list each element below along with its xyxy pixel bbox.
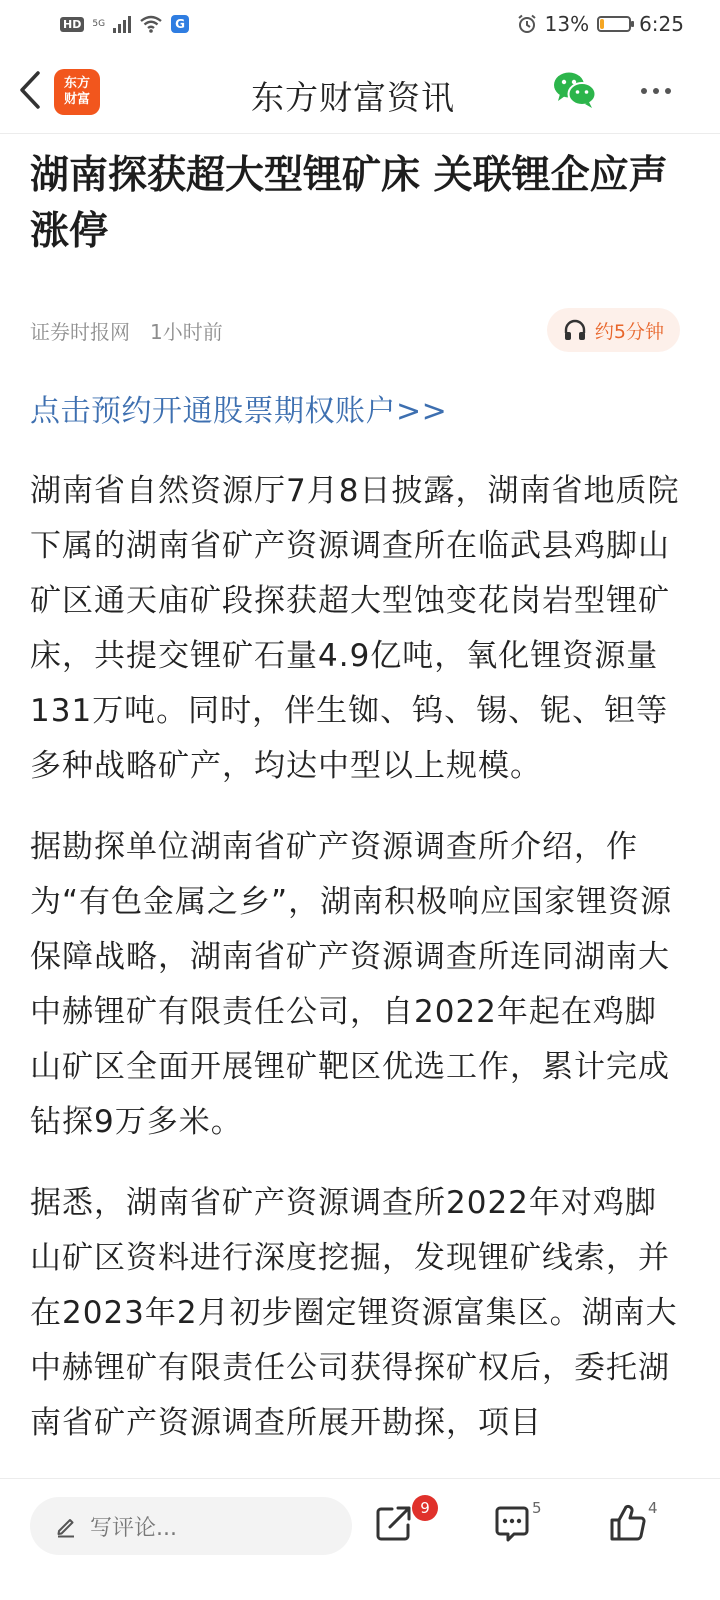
article-paragraph: 湖南省自然资源厅7月8日披露，湖南省地质院下属的湖南省矿产资源调查所在临武县鸡脚山矿区通天庙矿段探获超大型蚀变花岗岩型锂矿床，共提交锂矿石量4.9亿吨，氧化锂资源量131万吨。同时，伴生铷、钨、锡、铌、钽等多种战略矿产，均达中型以上规模。 (30, 473, 680, 784)
like-button[interactable] (606, 1501, 650, 1545)
article-body (30, 464, 680, 1477)
app-notification-icon: G (171, 15, 189, 33)
status-bar (0, 0, 720, 48)
status-right (517, 12, 684, 36)
page-title: 东方财富资讯 (251, 78, 455, 117)
article-title: 湖南探获超大型锂矿床 关联锂企应声涨停 (30, 153, 668, 254)
share-button[interactable] (372, 1501, 416, 1545)
more-dot-icon (653, 88, 659, 94)
likes-count: 4 (648, 1499, 658, 1517)
clock: 6:25 (639, 12, 684, 36)
article-paragraph: 据悉，湖南省矿产资源调查所2022年对鸡脚山矿区资料进行深度挖掘，发现锂矿线索，并在2023年2月初步圈定锂资源富集区。湖南大中赫锂矿有限责任公司获得探矿权后，委托湖南省矿产资源调查所展开勘探，项目 (30, 1185, 678, 1441)
network-type-label: 5G (92, 18, 106, 29)
article-source[interactable]: 证券时报网 (30, 319, 130, 344)
pencil-icon (54, 1514, 78, 1538)
article-meta (30, 308, 680, 352)
more-dot-icon (641, 88, 647, 94)
app-logo[interactable] (54, 69, 100, 115)
wechat-share-button[interactable] (552, 70, 598, 110)
thumbs-up-icon (608, 1503, 648, 1543)
more-dot-icon (665, 88, 671, 94)
hd-indicator: HD (60, 17, 84, 32)
comment-icon (492, 1503, 532, 1543)
back-button[interactable] (14, 70, 46, 110)
comment-input[interactable] (30, 1497, 352, 1555)
wechat-icon (552, 70, 598, 110)
article-time: 1小时前 (150, 319, 223, 344)
bottom-action-bar (0, 1478, 720, 1600)
battery-level (600, 19, 604, 29)
share-count-badge: 9 (412, 1495, 438, 1521)
comments-button[interactable] (490, 1501, 534, 1545)
promo-options-account-link[interactable]: 点击预约开通股票期权账户>> (30, 394, 448, 429)
listen-article-button[interactable] (547, 308, 680, 352)
battery-icon (597, 16, 631, 32)
comment-placeholder: 写评论... (90, 1515, 177, 1541)
article-paragraph: 据勘探单位湖南省矿产资源调查所介绍，作为“有色金属之乡”，湖南积极响应国家锂资源保障战略，湖南省矿产资源调查所连同湖南大中赫锂矿有限责任公司，自2022年起在鸡脚山矿区全面开展锂矿靶区优选工作，累计完成钻探9万多米。 (30, 829, 673, 1140)
share-icon (374, 1503, 414, 1543)
battery-percent: 13% (544, 12, 590, 36)
alarm-icon (517, 14, 537, 34)
wifi-icon (139, 15, 163, 33)
headphones-icon (563, 319, 587, 341)
logo-line-1: 东方 (63, 76, 90, 91)
signal-icon (113, 15, 131, 33)
chevron-left-icon (18, 70, 42, 110)
comments-count: 5 (532, 1499, 542, 1517)
status-left (60, 15, 189, 33)
logo-line-2: 财富 (63, 92, 90, 107)
app-header (0, 48, 720, 134)
read-time-label: 约5分钟 (594, 320, 664, 343)
more-options-button[interactable] (632, 74, 680, 108)
